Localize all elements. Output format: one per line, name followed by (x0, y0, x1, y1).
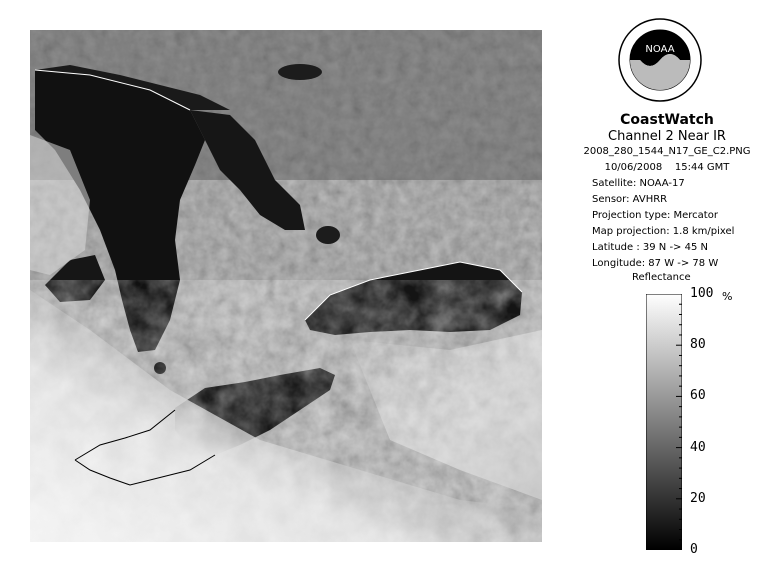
noaa-logo (618, 18, 702, 102)
legend-unit: % (722, 290, 733, 303)
colorbar-tick-label: 20 (690, 490, 706, 506)
satellite-image (30, 30, 542, 542)
longitude-range: Longitude: 87 W -> 78 W (592, 258, 719, 269)
image-filename: 2008_280_1544_N17_GE_C2.PNG (583, 146, 751, 157)
projection-type: Projection type: Mercator (592, 210, 718, 221)
latitude-range: Latitude : 39 N -> 45 N (592, 242, 708, 253)
app-title: CoastWatch (620, 112, 714, 128)
colorbar-tick-label: 40 (690, 439, 706, 455)
channel-subtitle: Channel 2 Near IR (608, 129, 726, 144)
colorbar-tick-label: 60 (690, 388, 706, 404)
noaa-logo-text: NOAA (645, 44, 675, 55)
satellite-info: Satellite: NOAA-17 (592, 178, 685, 189)
image-datetime: 10/06/2008 15:44 GMT (604, 162, 730, 173)
sensor-info: Sensor: AVHRR (592, 194, 668, 205)
colorbar-tick-label: 0 (690, 542, 698, 557)
colorbar-tick-label: 80 (690, 337, 706, 353)
lake-nipissing (278, 64, 322, 80)
reflectance-colorbar (646, 294, 682, 550)
lake-simcoe (316, 226, 340, 244)
colorbar-tick-label: 100 (690, 286, 714, 301)
map-projection: Map projection: 1.8 km/pixel (592, 226, 735, 237)
legend-title: Reflectance (632, 272, 691, 283)
